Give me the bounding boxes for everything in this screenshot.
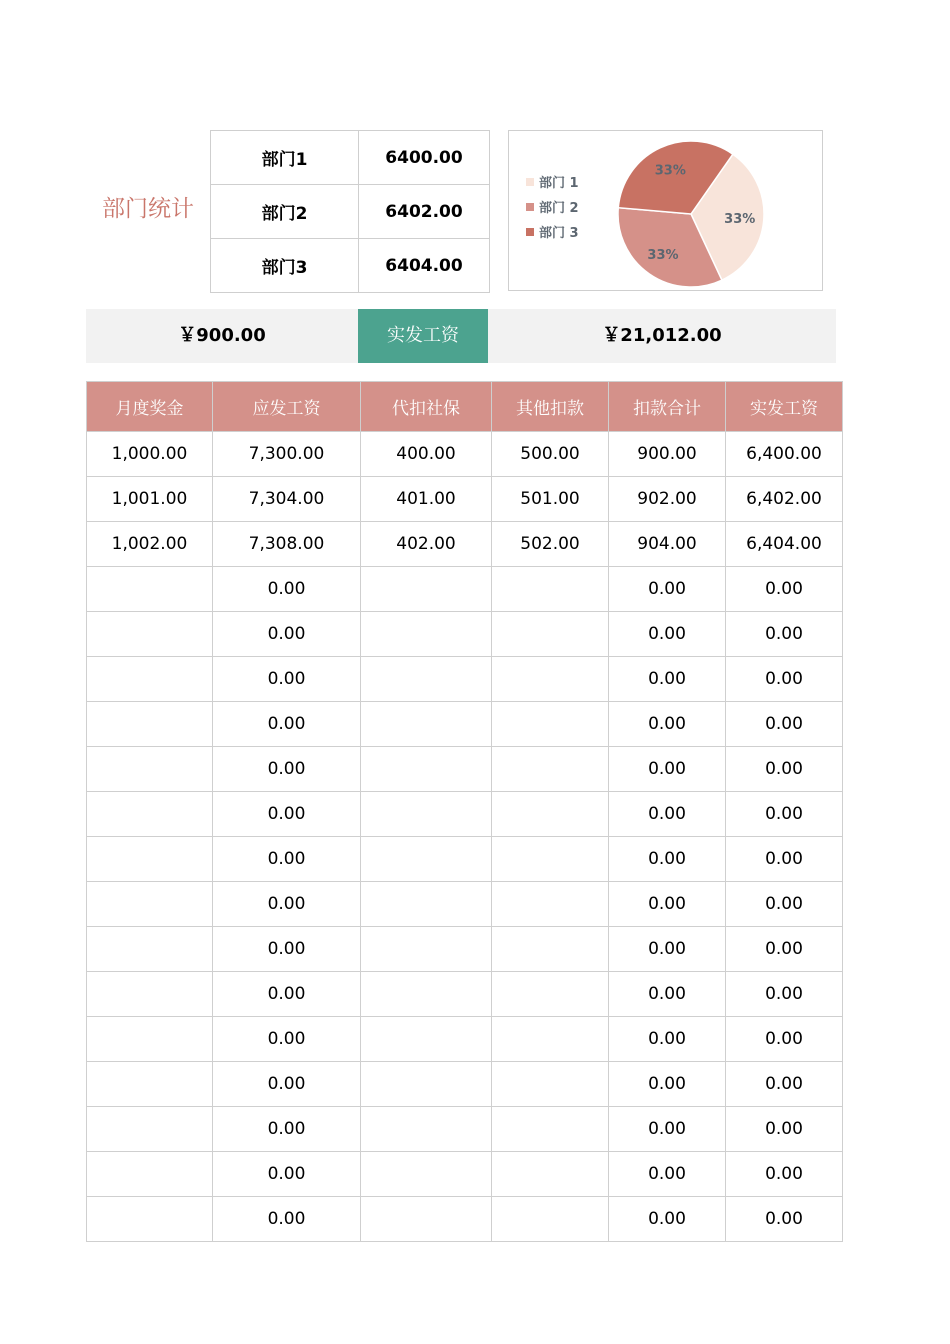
table-cell[interactable]: 0.00 (609, 972, 726, 1017)
table-cell[interactable]: 0.00 (213, 927, 361, 972)
table-cell[interactable]: 0.00 (726, 837, 843, 882)
table-cell[interactable]: 0.00 (609, 612, 726, 657)
table-cell[interactable]: 0.00 (726, 702, 843, 747)
table-cell[interactable] (87, 1017, 213, 1062)
table-cell[interactable]: 0.00 (726, 567, 843, 612)
table-cell[interactable]: 0.00 (726, 882, 843, 927)
table-cell[interactable] (492, 567, 609, 612)
legend-label: 部门 1 (539, 176, 579, 191)
table-cell[interactable]: 6,402.00 (726, 477, 843, 522)
table-cell[interactable] (492, 747, 609, 792)
net-pay-total[interactable]: ￥21,012.00 (602, 325, 722, 346)
department-name[interactable]: 部门1 (211, 131, 359, 185)
table-header-row (87, 382, 843, 432)
department-row (211, 131, 490, 185)
pie-chart-svg (509, 131, 822, 290)
table-cell[interactable]: 7,300.00 (213, 432, 361, 477)
table-cell[interactable]: 0.00 (726, 972, 843, 1017)
table-cell[interactable]: 0.00 (609, 837, 726, 882)
summary-bar (86, 309, 836, 363)
table-cell[interactable]: 6,400.00 (726, 432, 843, 477)
table-cell[interactable] (492, 1152, 609, 1197)
table-cell[interactable]: 7,308.00 (213, 522, 361, 567)
table-cell[interactable]: 0.00 (609, 702, 726, 747)
table-row (87, 1152, 843, 1197)
table-cell[interactable] (87, 747, 213, 792)
table-cell[interactable] (492, 792, 609, 837)
table-row (87, 477, 843, 522)
table-cell[interactable] (87, 1107, 213, 1152)
department-name[interactable]: 部门2 (211, 185, 359, 239)
table-cell[interactable]: 0.00 (726, 792, 843, 837)
table-cell[interactable]: 0.00 (726, 1017, 843, 1062)
table-cell[interactable] (492, 972, 609, 1017)
table-cell[interactable]: 0.00 (609, 1017, 726, 1062)
table-cell[interactable]: 1,002.00 (87, 522, 213, 567)
table-cell[interactable]: 501.00 (492, 477, 609, 522)
table-cell[interactable] (87, 1197, 213, 1242)
table-cell[interactable] (492, 1062, 609, 1107)
table-cell[interactable]: 0.00 (609, 882, 726, 927)
table-row (87, 1197, 843, 1242)
table-cell[interactable]: 0.00 (609, 792, 726, 837)
pie-data-label: 33% (647, 248, 679, 264)
table-row (87, 837, 843, 882)
pie-chart[interactable] (508, 130, 823, 291)
table-cell[interactable]: 1,000.00 (87, 432, 213, 477)
table-cell[interactable] (87, 702, 213, 747)
table-cell[interactable]: 401.00 (361, 477, 492, 522)
table-cell[interactable]: 0.00 (213, 792, 361, 837)
table-cell[interactable]: 0.00 (726, 747, 843, 792)
table-cell[interactable]: 0.00 (726, 1062, 843, 1107)
table-cell[interactable] (492, 1197, 609, 1242)
table-cell[interactable]: 0.00 (726, 612, 843, 657)
table-cell[interactable]: 904.00 (609, 522, 726, 567)
table-cell[interactable]: 0.00 (726, 657, 843, 702)
table-cell[interactable] (87, 612, 213, 657)
table-cell[interactable]: 0.00 (726, 1107, 843, 1152)
table-cell[interactable]: 400.00 (361, 432, 492, 477)
table-cell[interactable] (361, 567, 492, 612)
pie-data-label: 33% (724, 212, 756, 228)
legend-swatch (526, 203, 534, 211)
column-header[interactable]: 月度奖金 (87, 382, 213, 432)
table-row (87, 1062, 843, 1107)
table-cell[interactable]: 0.00 (609, 747, 726, 792)
legend-swatch (526, 178, 534, 186)
table-cell[interactable]: 0.00 (213, 1152, 361, 1197)
department-table (210, 130, 490, 293)
table-cell[interactable]: 0.00 (609, 567, 726, 612)
table-cell[interactable] (492, 1017, 609, 1062)
table-cell[interactable] (492, 702, 609, 747)
table-cell[interactable] (361, 927, 492, 972)
column-header[interactable]: 扣款合计 (609, 382, 726, 432)
table-cell[interactable]: 0.00 (609, 1197, 726, 1242)
table-cell[interactable]: 0.00 (213, 612, 361, 657)
table-cell[interactable]: 900.00 (609, 432, 726, 477)
table-cell[interactable] (361, 972, 492, 1017)
table-cell[interactable] (361, 702, 492, 747)
legend-label: 部门 3 (539, 226, 579, 241)
column-header[interactable]: 代扣社保 (361, 382, 492, 432)
table-row (87, 657, 843, 702)
table-row (87, 927, 843, 972)
table-cell[interactable] (87, 882, 213, 927)
table-cell[interactable]: 7,304.00 (213, 477, 361, 522)
department-row (211, 185, 490, 239)
section-title: 部门统计 (102, 196, 194, 222)
table-row (87, 972, 843, 1017)
table-cell[interactable] (361, 792, 492, 837)
table-cell[interactable]: 0.00 (213, 837, 361, 882)
table-cell[interactable] (87, 657, 213, 702)
table-cell[interactable]: 0.00 (213, 747, 361, 792)
table-cell[interactable]: 0.00 (609, 927, 726, 972)
deduction-total[interactable]: ￥900.00 (178, 325, 266, 346)
net-pay-label[interactable]: 实发工资 (358, 309, 488, 363)
table-cell[interactable]: 0.00 (213, 1017, 361, 1062)
column-header[interactable]: 应发工资 (213, 382, 361, 432)
pie-data-label: 33% (654, 163, 686, 179)
table-row (87, 612, 843, 657)
table-row (87, 522, 843, 567)
legend-label: 部门 2 (539, 201, 579, 216)
table-cell[interactable] (87, 837, 213, 882)
table-row (87, 882, 843, 927)
department-name[interactable]: 部门3 (211, 239, 359, 293)
table-cell[interactable]: 0.00 (609, 1107, 726, 1152)
table-cell[interactable]: 0.00 (213, 1062, 361, 1107)
table-cell[interactable] (361, 612, 492, 657)
table-cell[interactable] (87, 567, 213, 612)
table-cell[interactable] (361, 1152, 492, 1197)
department-row (211, 239, 490, 293)
table-row (87, 432, 843, 477)
table-cell[interactable] (361, 1062, 492, 1107)
table-cell[interactable]: 1,001.00 (87, 477, 213, 522)
table-cell[interactable]: 0.00 (213, 1107, 361, 1152)
table-cell[interactable] (492, 612, 609, 657)
table-cell[interactable] (492, 837, 609, 882)
table-cell[interactable]: 0.00 (213, 972, 361, 1017)
table-row (87, 567, 843, 612)
table-cell[interactable]: 0.00 (213, 1197, 361, 1242)
table-cell[interactable]: 0.00 (609, 1152, 726, 1197)
salary-table (86, 381, 843, 1242)
table-cell[interactable] (87, 972, 213, 1017)
table-cell[interactable] (361, 1197, 492, 1242)
table-cell[interactable] (361, 882, 492, 927)
table-cell[interactable] (361, 747, 492, 792)
table-cell[interactable]: 0.00 (213, 567, 361, 612)
table-cell[interactable]: 0.00 (213, 882, 361, 927)
legend-swatch (526, 228, 534, 236)
table-cell[interactable] (492, 882, 609, 927)
table-cell[interactable]: 0.00 (213, 657, 361, 702)
table-cell[interactable]: 500.00 (492, 432, 609, 477)
department-value[interactable]: 6400.00 (359, 131, 490, 185)
table-cell[interactable] (87, 927, 213, 972)
table-cell[interactable] (87, 1152, 213, 1197)
table-row (87, 702, 843, 747)
column-header[interactable]: 实发工资 (726, 382, 843, 432)
department-value[interactable]: 6404.00 (359, 239, 490, 293)
table-cell[interactable] (361, 1107, 492, 1152)
table-cell[interactable]: 0.00 (726, 1197, 843, 1242)
table-cell[interactable]: 0.00 (726, 1152, 843, 1197)
table-cell[interactable] (87, 1062, 213, 1107)
table-row (87, 792, 843, 837)
table-row (87, 747, 843, 792)
table-cell[interactable] (492, 927, 609, 972)
table-cell[interactable] (361, 837, 492, 882)
table-cell[interactable]: 402.00 (361, 522, 492, 567)
table-row (87, 1107, 843, 1152)
table-cell[interactable] (492, 1107, 609, 1152)
table-cell[interactable] (361, 657, 492, 702)
department-value[interactable]: 6402.00 (359, 185, 490, 239)
table-cell[interactable]: 0.00 (609, 1062, 726, 1107)
table-cell[interactable]: 0.00 (726, 927, 843, 972)
table-cell[interactable] (361, 1017, 492, 1062)
table-cell[interactable] (87, 792, 213, 837)
table-cell[interactable] (492, 657, 609, 702)
table-cell[interactable]: 502.00 (492, 522, 609, 567)
column-header[interactable]: 其他扣款 (492, 382, 609, 432)
table-cell[interactable]: 6,404.00 (726, 522, 843, 567)
table-cell[interactable]: 0.00 (609, 657, 726, 702)
table-cell[interactable]: 902.00 (609, 477, 726, 522)
table-cell[interactable]: 0.00 (213, 702, 361, 747)
table-row (87, 1017, 843, 1062)
